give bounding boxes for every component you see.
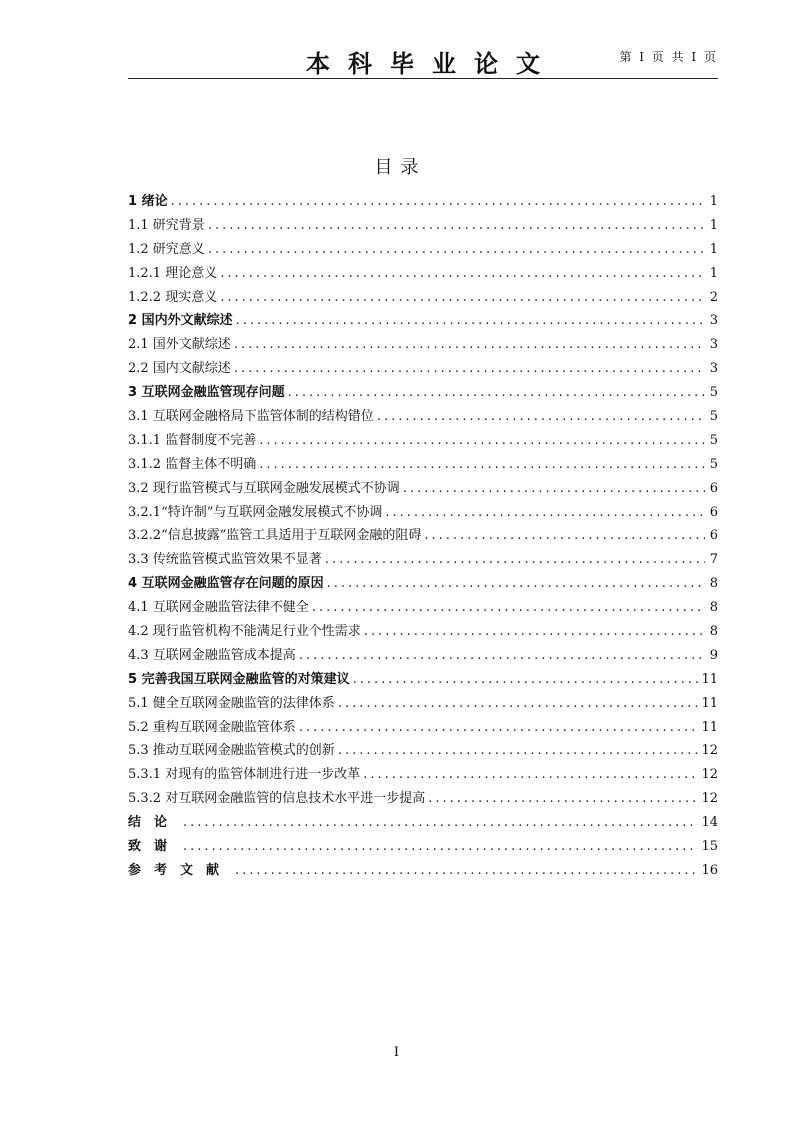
toc-entry-title: 3.2 现行监管模式与互联网金融发展模式不协调 <box>128 480 400 496</box>
toc-entry[interactable] <box>128 381 718 405</box>
toc-entry-page: 14 <box>701 815 718 831</box>
toc-entry[interactable] <box>128 859 718 883</box>
toc-entry[interactable] <box>128 190 718 214</box>
toc-entry[interactable] <box>128 620 718 644</box>
toc-entry[interactable] <box>128 405 718 429</box>
toc-entry[interactable] <box>128 214 718 238</box>
toc-entry[interactable] <box>128 596 718 620</box>
toc-entry[interactable] <box>128 262 718 286</box>
toc-entry[interactable] <box>128 692 718 716</box>
toc-entry-title: 5.2 重构互联网金融监管体系 <box>128 719 296 735</box>
toc-dot-leader <box>183 815 698 830</box>
toc-entry[interactable] <box>128 524 718 548</box>
table-of-contents <box>128 190 718 883</box>
toc-dot-leader <box>288 385 705 400</box>
toc-dot-leader <box>403 481 705 496</box>
toc-entry-title: 3.2.1“特许制”与互联网金融发展模式不协调 <box>128 504 383 520</box>
toc-entry[interactable] <box>128 333 718 357</box>
toc-entry-page: 1 <box>709 241 718 257</box>
toc-entry-page: 6 <box>709 480 718 496</box>
toc-entry-title: 1.2 研究意义 <box>128 241 205 257</box>
toc-dot-leader <box>327 576 705 591</box>
toc-dot-leader <box>428 791 698 806</box>
toc-entry[interactable] <box>128 238 718 262</box>
toc-entry-page: 12 <box>701 791 718 807</box>
toc-entry-title: 3 互联网金融监管现存问题 <box>128 385 285 401</box>
toc-entry-page: 3 <box>709 361 718 377</box>
toc-entry-page: 9 <box>709 647 718 663</box>
toc-entry-page: 12 <box>701 767 718 783</box>
toc-entry[interactable] <box>128 477 718 501</box>
toc-entry-page: 2 <box>709 289 718 305</box>
toc-entry-page: 6 <box>709 528 718 544</box>
toc-dot-leader <box>259 433 705 448</box>
toc-entry-title: 3.3 传统监管模式监管效果不显著 <box>128 552 322 568</box>
toc-entry-page: 1 <box>709 265 718 281</box>
toc-entry-title: 2.1 国外文献综述 <box>128 337 231 353</box>
toc-entry-page: 8 <box>709 624 718 640</box>
toc-entry-title: 2 国内外文献综述 <box>128 313 233 329</box>
toc-dot-leader <box>220 266 705 281</box>
toc-entry[interactable] <box>128 644 718 668</box>
toc-entry-page: 8 <box>709 600 718 616</box>
footer-page-number: I <box>393 1045 400 1060</box>
toc-dot-leader <box>385 505 705 520</box>
toc-entry-page: 3 <box>709 337 718 353</box>
toc-entry-title: 5 完善我国互联网金融监管的对策建议 <box>128 671 350 687</box>
toc-entry-title: 1.2.2 现实意义 <box>128 289 218 305</box>
toc-entry[interactable] <box>128 501 718 525</box>
toc-dot-leader <box>208 218 705 233</box>
toc-dot-leader <box>353 672 699 687</box>
toc-entry-title: 3.1.1 监督制度不完善 <box>128 432 257 448</box>
toc-dot-leader <box>424 528 705 543</box>
toc-entry-title: 5.3.2 对互联网金融监管的信息技术水平进一步提高 <box>128 791 426 807</box>
toc-entry-title: 参考文献 <box>128 862 233 878</box>
toc-entry-title: 结论 <box>128 815 181 831</box>
toc-entry-page: 6 <box>709 504 718 520</box>
toc-dot-leader <box>338 696 699 711</box>
toc-entry-page: 3 <box>709 313 718 329</box>
toc-entry-page: 5 <box>709 409 718 425</box>
toc-dot-leader <box>338 743 699 758</box>
toc-entry-page: 16 <box>701 862 718 878</box>
toc-dot-leader <box>234 337 705 352</box>
toc-entry-page: 15 <box>701 839 718 855</box>
toc-entry-page: 7 <box>709 552 718 568</box>
toc-entry-title: 4.2 现行监管机构不能满足行业个性需求 <box>128 624 361 640</box>
toc-heading: 目录 <box>374 157 427 178</box>
toc-dot-leader <box>363 767 698 782</box>
toc-entry[interactable] <box>128 835 718 859</box>
toc-entry[interactable] <box>128 548 718 572</box>
toc-entry[interactable] <box>128 453 718 477</box>
toc-dot-leader <box>312 600 705 615</box>
toc-entry[interactable] <box>128 787 718 811</box>
toc-entry-title: 2.2 国内文献综述 <box>128 361 231 377</box>
toc-dot-leader <box>259 457 705 472</box>
toc-entry-title: 3.1 互联网金融格局下监管体制的结构错位 <box>128 409 374 425</box>
toc-entry-page: 11 <box>701 695 718 711</box>
toc-entry[interactable] <box>128 811 718 835</box>
toc-dot-leader <box>234 361 705 376</box>
toc-entry[interactable] <box>128 739 718 763</box>
toc-entry-page: 1 <box>709 217 718 233</box>
toc-dot-leader <box>220 290 705 305</box>
toc-entry-page: 5 <box>709 432 718 448</box>
toc-dot-leader <box>235 863 698 878</box>
page-info: 第 I 页 共 I 页 <box>619 50 718 64</box>
toc-entry-page: 5 <box>709 456 718 472</box>
toc-entry-title: 5.1 健全互联网金融监管的法律体系 <box>128 695 335 711</box>
toc-entry-title: 1.1 研究背景 <box>128 217 205 233</box>
toc-dot-leader <box>208 242 705 257</box>
toc-dot-leader <box>377 409 705 424</box>
toc-dot-leader <box>183 839 698 854</box>
toc-entry[interactable] <box>128 716 718 740</box>
toc-entry-title: 4.3 互联网金融监管成本提高 <box>128 647 296 663</box>
toc-entry-page: 11 <box>701 719 718 735</box>
toc-entry-title: 5.3 推动互联网金融监管模式的创新 <box>128 743 335 759</box>
toc-entry-page: 5 <box>709 385 718 401</box>
toc-dot-leader <box>236 313 705 328</box>
toc-entry[interactable] <box>128 286 718 310</box>
toc-dot-leader <box>299 648 705 663</box>
toc-dot-leader <box>171 194 705 209</box>
toc-entry-title: 3.1.2 监督主体不明确 <box>128 456 257 472</box>
toc-entry-title: 4 互联网金融监管存在问题的原因 <box>128 576 324 592</box>
thesis-title: 本科毕业论文 <box>306 50 558 78</box>
page-header <box>128 40 718 79</box>
toc-dot-leader <box>325 552 705 567</box>
toc-entry-title: 1.2.1 理论意义 <box>128 265 218 281</box>
toc-entry-title: 4.1 互联网金融监管法律不健全 <box>128 600 309 616</box>
toc-entry-page: 11 <box>701 671 718 687</box>
toc-entry[interactable] <box>128 429 718 453</box>
toc-entry[interactable] <box>128 309 718 333</box>
toc-entry[interactable] <box>128 763 718 787</box>
toc-entry[interactable] <box>128 357 718 381</box>
toc-entry-title: 致谢 <box>128 839 181 855</box>
toc-entry-page: 1 <box>709 194 718 209</box>
toc-entry-title: 1 绪论 <box>128 194 168 209</box>
toc-entry-page: 8 <box>709 576 718 592</box>
toc-entry-page: 12 <box>701 743 718 759</box>
toc-entry-title: 5.3.1 对现有的监管体制进行进一步改革 <box>128 767 361 783</box>
toc-entry[interactable] <box>128 572 718 596</box>
toc-dot-leader <box>299 720 699 735</box>
toc-entry[interactable] <box>128 668 718 692</box>
toc-entry-title: 3.2.2“信息披露”监管工具适用于互联网金融的阻碍 <box>128 528 422 544</box>
toc-dot-leader <box>364 624 705 639</box>
